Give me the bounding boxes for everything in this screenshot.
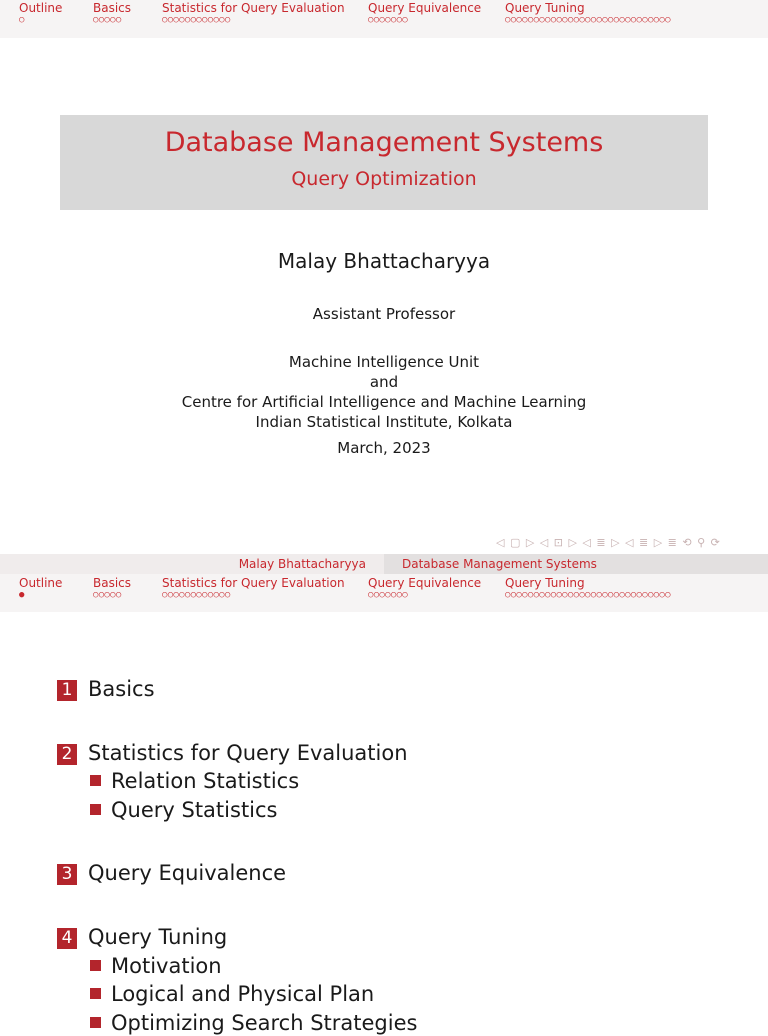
nav-label: Query Tuning <box>505 576 585 590</box>
nav-dots[interactable]: ● <box>19 590 25 600</box>
nav-label: Query Tuning <box>505 1 585 15</box>
square-bullet-icon <box>90 1017 101 1028</box>
nav-section-basics[interactable] <box>93 1 131 25</box>
nav-label: Basics <box>93 576 132 590</box>
toc-sub-label: Optimizing Search Strategies <box>111 1011 418 1035</box>
nav-section-tuning[interactable] <box>505 1 671 25</box>
toc-subitem-relation-statistics[interactable] <box>90 768 299 794</box>
nav-label: Query Equivalence <box>368 576 482 590</box>
toc-item-statistics[interactable] <box>57 740 408 766</box>
toc-sub-label: Motivation <box>111 954 222 978</box>
toc-item-tuning[interactable] <box>57 924 227 950</box>
nav-section-outline[interactable] <box>19 576 62 600</box>
toc-subitem-query-statistics[interactable] <box>90 797 278 823</box>
nav-dots[interactable]: ○○○○○○○○○○○○ <box>162 590 231 600</box>
presentation-subtitle: Query Optimization <box>291 168 477 190</box>
nav-dots[interactable]: ○ <box>19 15 25 25</box>
toc-subitem-optimizing-search[interactable] <box>90 1010 417 1036</box>
footer-author: Malay Bhattacharyya <box>238 557 366 571</box>
nav-dots[interactable]: ○○○○○○○ <box>368 590 409 600</box>
toc-item-basics[interactable] <box>57 676 155 702</box>
affiliation-line-2: and <box>369 373 399 391</box>
nav-dots[interactable]: ○○○○○○○○○○○○○○○○○○○○○○○○○○○○○ <box>505 15 671 25</box>
toc-number: 2 <box>57 744 77 765</box>
nav-section-statistics[interactable] <box>162 576 345 600</box>
toc-subitem-motivation[interactable] <box>90 953 222 979</box>
nav-dots[interactable]: ○○○○○○○○○○○○○○○○○○○○○○○○○○○○○ <box>505 590 671 600</box>
author-position: Assistant Professor <box>312 305 456 323</box>
nav-section-tuning[interactable] <box>505 576 671 600</box>
square-bullet-icon <box>90 960 101 971</box>
nav-dots[interactable]: ○○○○○ <box>93 15 122 25</box>
beamer-navigation-controls[interactable]: ◁ ▢ ▷ ◁ ⊡ ▷ ◁ ≣ ▷ ◁ ≣ ▷ ≣ ⟲ ⚲ ⟳ <box>496 536 721 549</box>
nav-dots[interactable]: ○○○○○○○ <box>368 15 409 25</box>
nav-label: Outline <box>19 1 63 15</box>
toc-number: 3 <box>57 864 77 885</box>
nav-bar-top <box>0 0 768 38</box>
nav-section-equivalence[interactable] <box>368 576 481 600</box>
slide-footer <box>0 554 768 574</box>
toc-label: Query Equivalence <box>88 861 287 885</box>
nav-label: Query Equivalence <box>368 1 482 15</box>
toc-sub-label: Logical and Physical Plan <box>111 982 375 1006</box>
toc-number: 1 <box>57 680 77 701</box>
toc-item-equivalence[interactable] <box>57 860 286 886</box>
toc-label: Query Tuning <box>88 925 228 949</box>
nav-label: Statistics for Query Evaluation <box>162 576 345 590</box>
toc-label: Statistics for Query Evaluation <box>88 741 408 765</box>
toc-sub-label: Query Statistics <box>111 798 278 822</box>
nav-section-statistics[interactable] <box>162 1 345 25</box>
toc-number: 4 <box>57 928 77 949</box>
nav-section-basics[interactable] <box>93 576 131 600</box>
nav-label: Basics <box>93 1 132 15</box>
affiliation-line-1: Machine Intelligence Unit <box>288 353 480 371</box>
nav-dots[interactable]: ○○○○○ <box>93 590 122 600</box>
toc-label: Basics <box>88 677 155 701</box>
nav-section-outline[interactable] <box>19 1 62 25</box>
nav-section-equivalence[interactable] <box>368 1 481 25</box>
toc-subitem-logical-physical-plan[interactable] <box>90 981 374 1007</box>
nav-label: Outline <box>19 576 63 590</box>
author-name: Malay Bhattacharyya <box>277 249 491 273</box>
toc-sub-label: Relation Statistics <box>111 769 300 793</box>
nav-dots[interactable]: ○○○○○○○○○○○○ <box>162 15 231 25</box>
square-bullet-icon <box>90 775 101 786</box>
square-bullet-icon <box>90 988 101 999</box>
footer-title: Database Management Systems <box>384 554 768 574</box>
affiliation-line-4: Indian Statistical Institute, Kolkata <box>255 413 513 431</box>
presentation-date: March, 2023 <box>337 439 431 457</box>
affiliation-line-3: Centre for Artificial Intelligence and Machine Learning <box>181 393 587 411</box>
presentation-title: Database Management Systems <box>164 127 604 158</box>
square-bullet-icon <box>90 804 101 815</box>
nav-bar-second <box>0 574 768 612</box>
footer-author-box <box>0 554 384 574</box>
nav-label: Statistics for Query Evaluation <box>162 1 345 15</box>
title-block <box>60 115 708 210</box>
